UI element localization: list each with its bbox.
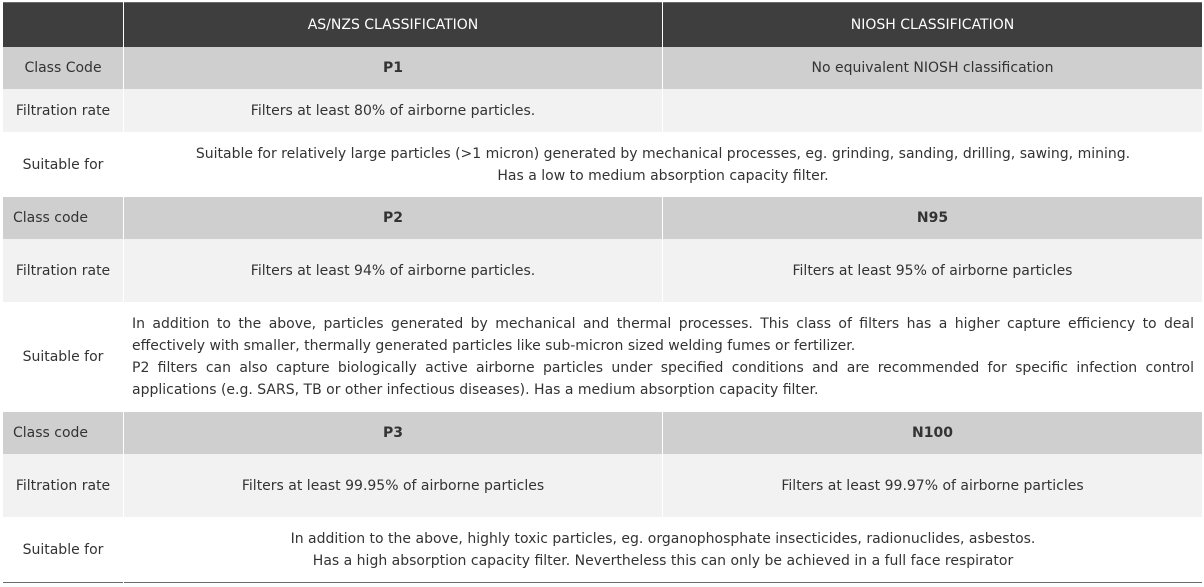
classification-table bbox=[2, 2, 1203, 583]
suitable-for-line: In addition to the above, highly toxic particles, eg. organophosphate insecticides, radionuclides, asbestos. bbox=[290, 530, 1036, 547]
suitable-for-line: Suitable for relatively large particles (>1 micron) generated by mechanical processes, eg. grinding, sanding, drilling, sawing, mining. bbox=[195, 145, 1131, 162]
niosh-filtration-rate: Filters at least 99.97% of airborne particles bbox=[663, 454, 1203, 517]
class-code-row bbox=[3, 412, 1203, 454]
suitable-for-paragraph: In addition to the above, particles generated by mechanical and thermal processes. This class of filters has a higher capture efficiency to deal effectively with smaller, thermally generated particles like sub-micron sized welding fumes or fertilizer. bbox=[132, 316, 1194, 354]
suitable-for-row bbox=[3, 132, 1203, 197]
filtration-rate-row bbox=[3, 89, 1203, 132]
header-asnzs: AS/NZS CLASSIFICATION bbox=[124, 3, 663, 48]
niosh-class-code: N95 bbox=[663, 197, 1203, 239]
asnzs-filtration-rate: Filters at least 99.95% of airborne particles bbox=[124, 454, 663, 517]
header-empty-cell bbox=[3, 3, 124, 48]
class-code-label: Class code bbox=[3, 197, 124, 239]
asnzs-class-code: P3 bbox=[124, 412, 663, 454]
class-code-row bbox=[3, 47, 1203, 89]
niosh-filtration-rate: Filters at least 95% of airborne particles bbox=[663, 239, 1203, 302]
niosh-filtration-rate bbox=[663, 89, 1203, 132]
class-code-label: Class code bbox=[3, 412, 124, 454]
suitable-for-text bbox=[124, 132, 1203, 197]
asnzs-class-code: P1 bbox=[124, 47, 663, 89]
filtration-rate-label: Filtration rate bbox=[3, 239, 124, 302]
asnzs-class-code: P2 bbox=[124, 197, 663, 239]
filtration-rate-row bbox=[3, 454, 1203, 517]
filtration-rate-row bbox=[3, 239, 1203, 302]
asnzs-filtration-rate: Filters at least 94% of airborne particles. bbox=[124, 239, 663, 302]
suitable-for-text bbox=[124, 302, 1203, 412]
suitable-for-label: Suitable for bbox=[3, 517, 124, 583]
suitable-for-text bbox=[124, 517, 1203, 583]
asnzs-filtration-rate: Filters at least 80% of airborne particles. bbox=[124, 89, 663, 132]
suitable-for-paragraph: P2 filters can also capture biologically active airborne particles under specified conditions and are recommended for specific infection control applications (e.g. SARS, TB or other infectious diseases). Has a medium absorption capacity filter. bbox=[132, 360, 1194, 398]
class-code-row bbox=[3, 197, 1203, 239]
header-niosh: NIOSH CLASSIFICATION bbox=[663, 3, 1203, 48]
suitable-for-label: Suitable for bbox=[3, 132, 124, 197]
filtration-rate-label: Filtration rate bbox=[3, 454, 124, 517]
suitable-for-line: Has a low to medium absorption capacity filter. bbox=[497, 167, 829, 184]
class-code-label: Class Code bbox=[3, 47, 124, 89]
suitable-for-row bbox=[3, 517, 1203, 583]
suitable-for-label: Suitable for bbox=[3, 302, 124, 412]
suitable-for-row bbox=[3, 302, 1203, 412]
niosh-class-code: No equivalent NIOSH classification bbox=[663, 47, 1203, 89]
filtration-rate-label: Filtration rate bbox=[3, 89, 124, 132]
niosh-class-code: N100 bbox=[663, 412, 1203, 454]
header-row bbox=[3, 3, 1203, 48]
suitable-for-line: Has a high absorption capacity filter. Nevertheless this can only be achieved in a full face respirator bbox=[312, 552, 1014, 569]
